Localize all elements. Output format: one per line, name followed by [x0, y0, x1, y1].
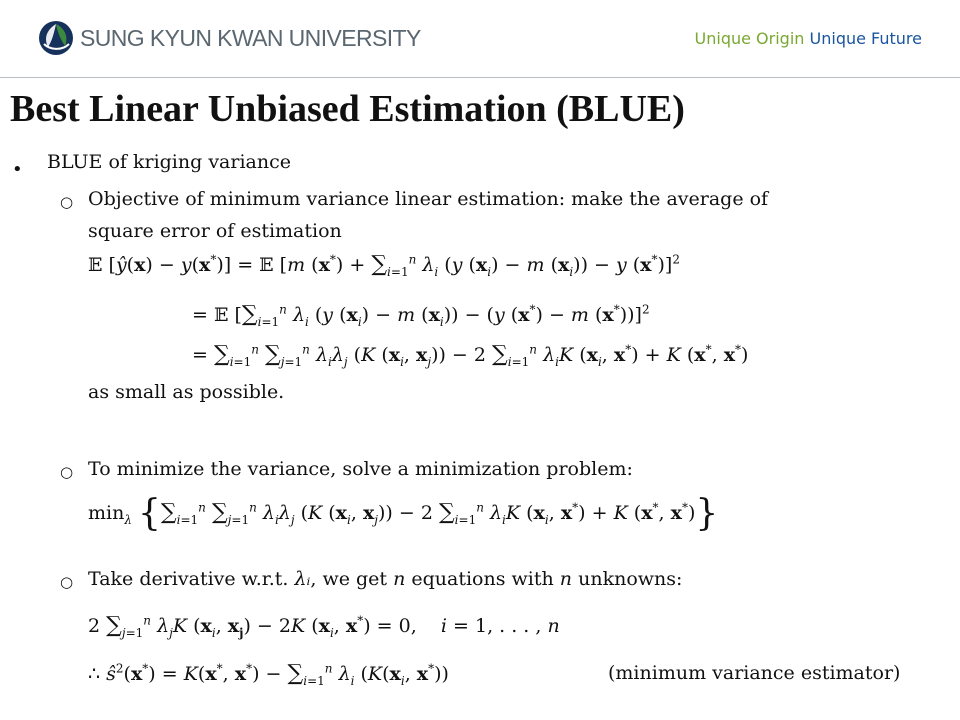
sub1-line1: Objective of minimum variance linear estimation: make the average of: [88, 188, 769, 210]
slide-header: [0, 0, 960, 78]
sub-bullet-icon: ○: [60, 573, 74, 591]
sub3-text-d: unknowns:: [578, 568, 683, 590]
sub2-text: To minimize the variance, solve a minimization problem:: [88, 458, 633, 480]
university-name: SUNG KYUN KWAN UNIVERSITY: [80, 25, 421, 51]
sub1-after: as small as possible.: [88, 381, 285, 403]
symbol-n: n: [393, 568, 406, 590]
bullet-icon: •: [12, 159, 23, 180]
equation-derivative: 2 $\sum_{j=1}^n$ $\lambda_jK$ ($x_i$, $x_j) - 2K$ ($x_i$, x*) = 0, i = 1, . . . , n: [88, 613, 560, 640]
equation-minimization: $\min_\lambda \{\sum_{i=1}^n$ $\sum_{j=1}^n$ $\lambda_i\lambda_j$ (K ($x_i$, $x_j)) - 2$ $\sum_{i=1}^n$ $\lambda_iK$ ($x_i$, x*) + K (x*, x*)}: [88, 493, 719, 534]
sub3-text-a: Take derivative w.r.t.: [88, 568, 289, 590]
sub3-text-c: equations with: [411, 568, 554, 590]
estimator-note: (minimum variance estimator): [608, 662, 901, 684]
header-divider: [0, 77, 960, 78]
symbol-n: n: [559, 568, 573, 590]
slogan-future: Unique Future: [809, 29, 922, 48]
equation-mse-line1: 𝔼 [ŷ(x) − y(x*)] = 𝔼 [m $(x^*) + \sum_{i=1}^n$ $\lambda_i$ (y $(x_i) - m$ $(x_i)) - y$ (x*)]$^2$: [88, 252, 680, 279]
sub-bullet-icon: ○: [60, 463, 74, 481]
slogan-origin: Unique Origin: [694, 29, 805, 48]
slogan: [695, 29, 922, 48]
sub1-line2: square error of estimation: [88, 220, 342, 242]
slide-title: Best Linear Unbiased Estimation (BLUE): [10, 88, 685, 130]
sub3-text: [88, 568, 682, 590]
equation-mse-line2: = 𝔼 [$\sum_{i=1}^n$ $\lambda_i$ (y $(x_i) - m$ $(x_i)) - (y$ (x*) − m (x*))]$^2$: [192, 302, 650, 329]
sub-bullet-icon: ○: [60, 193, 74, 211]
bullet-text: BLUE of kriging variance: [47, 151, 291, 173]
equation-mse-line3: = $\sum_{i=1}^n$ $\sum_{j=1}^n$ $\lambda_i\lambda_j$ (K ($x_i$, $x_j)) - 2$ $\sum_{i=1}^n$ $\lambda_iK$ ($x_i$, x*) + K (x*, x*): [192, 342, 749, 369]
symbol-lambda-i: λᵢ: [294, 568, 311, 590]
equation-estimator: ∴ $ŝ^2(x^*) = K(x^*$, $x^*) - \sum_{i=1}^n$ $\lambda_i$ ($K(x_i$, x*)): [88, 661, 449, 688]
sub3-text-b: , we get: [310, 568, 388, 590]
skku-ginkgo-leaf-icon: [38, 20, 74, 56]
